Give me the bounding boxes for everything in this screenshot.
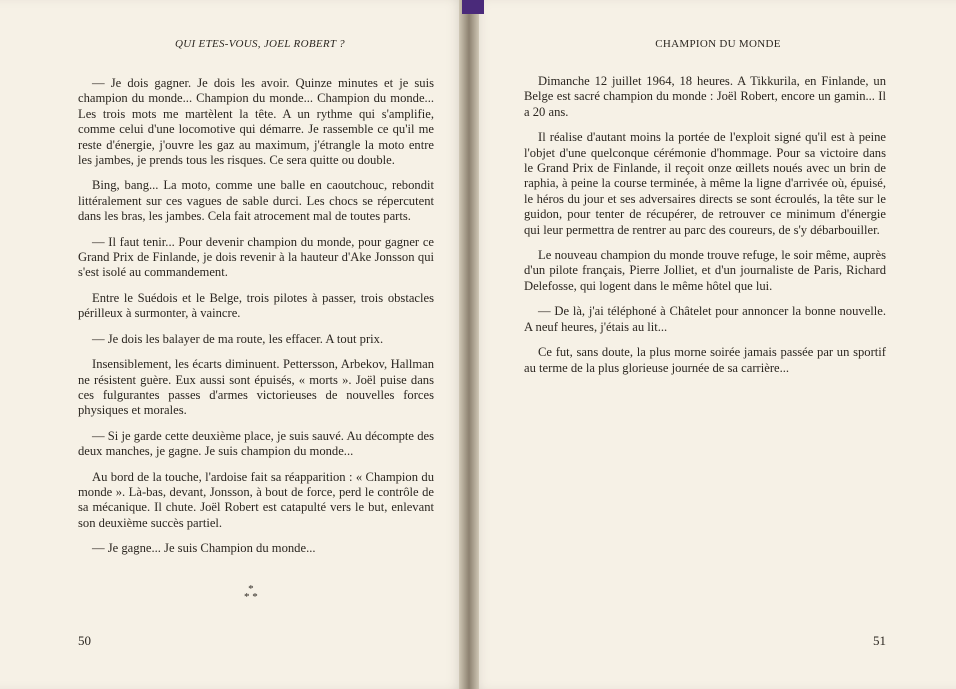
paragraph: Insensiblement, les écarts diminuent. Pettersson, Arbekov, Hallman ne résistent guère. Eux aussi sont épuisés, « morts ». Joël puise dans ces fulgurantes passes d'armes victorieuses de nouvelles forces physiques et morales. <box>78 357 434 418</box>
left-page-header: QUI ETES-VOUS, JOEL ROBERT ? <box>175 38 345 50</box>
paragraph: — Je dois les balayer de ma route, les effacer. A tout prix. <box>92 331 384 346</box>
left-page-number: 50 <box>78 633 91 648</box>
left-page-body <box>78 76 434 567</box>
paragraph: — Il faut tenir... Pour devenir champion du monde, pour gagner ce Grand Prix de Finlande, je dois revenir à la hauteur d'Ake Jonsson qui s'est isolé au commandement. <box>78 234 434 280</box>
right-page <box>468 0 956 689</box>
paragraph: Entre le Suédois et le Belge, trois pilotes à passer, trois obstacles périlleux à surmonter, à vaincre. <box>78 290 434 321</box>
paragraph: Il réalise d'autant moins la portée de l'exploit signé qu'il est à peine l'objet d'une quelconque cérémonie d'hommage. Pour sa victoire dans le Grand Prix de Finlande, il reçoit onze œillets noués avec un brin de raphia, à peine la course terminée, à même la ligne d'arrivée où, épuisé, le héros du jour et ses adversaires directs se sont écroulés, la tête sur le guidon, pour tenter de récupérer, de retrouver ce minimum d'énergie qui leur permettra de rentrer au parc des coureurs, de s'y débarbouiller. <box>524 130 886 237</box>
right-page-header: CHAMPION DU MONDE <box>655 38 781 50</box>
paragraph: Ce fut, sans doute, la plus morne soirée jamais passée par un sportif au terme de la plus glorieuse journée de sa carrière... <box>524 345 886 375</box>
paragraph: — Si je garde cette deuxième place, je suis sauvé. Au décompte des deux manches, je gagne. Je suis champion du monde... <box>78 428 434 459</box>
book-gutter <box>459 0 479 689</box>
paragraph: Le nouveau champion du monde trouve refuge, le soir même, auprès d'un pilote français, Pierre Jolliet, et d'un journaliste de Paris, Richard Delefosse, qui logent dans le même hôtel que lui. <box>524 248 886 293</box>
paragraph: — Je dois gagner. Je dois les avoir. Quinze minutes et je suis champion du monde... Champion du monde... Champion du monde... Les trois mots me martèlent la tête. A un rythme qui s'amplifie, comme celui d'une locomotive qui démarre. Je rassemble ce qu'il me reste d'énergie, j'ouvre les gaz au maximum, j'étrangle la moto entre les jambes, je prends tous les risques. Ce sera quitte ou double. <box>78 76 434 168</box>
paragraph: Dimanche 12 juillet 1964, 18 heures. A Tikkurila, en Finlande, un Belge est sacré champion du monde : Joël Robert, encore un gamin... Il a 20 ans. <box>524 74 886 119</box>
paragraph: Au bord de la touche, l'ardoise fait sa réapparition : « Champion du monde ». Là-bas, devant, Jonsson, à bout de force, perd le contrôle de sa mécanique. Il chute. Joël Robert est catapulté vers le but, enlevant son deuxième succès partiel. <box>78 469 434 530</box>
right-page-number: 51 <box>873 633 886 648</box>
paragraph: — Je gagne... Je suis Champion du monde... <box>92 541 316 556</box>
bookmark-ribbon <box>462 0 484 14</box>
paragraph: Bing, bang... La moto, comme une balle en caoutchouc, rebondit littéralement sur ces vagues de sable durci. Les chocs se répercutent dans les bras, les jambes. Cela fait atrocement mal de toutes parts. <box>78 178 434 224</box>
paragraph: — De là, j'ai téléphoné à Châtelet pour annoncer la bonne nouvelle. A neuf heures, j'étais au lit... <box>524 304 886 334</box>
right-page-body <box>524 74 886 386</box>
left-page <box>0 0 468 689</box>
section-break-stars: * * * <box>244 583 258 603</box>
